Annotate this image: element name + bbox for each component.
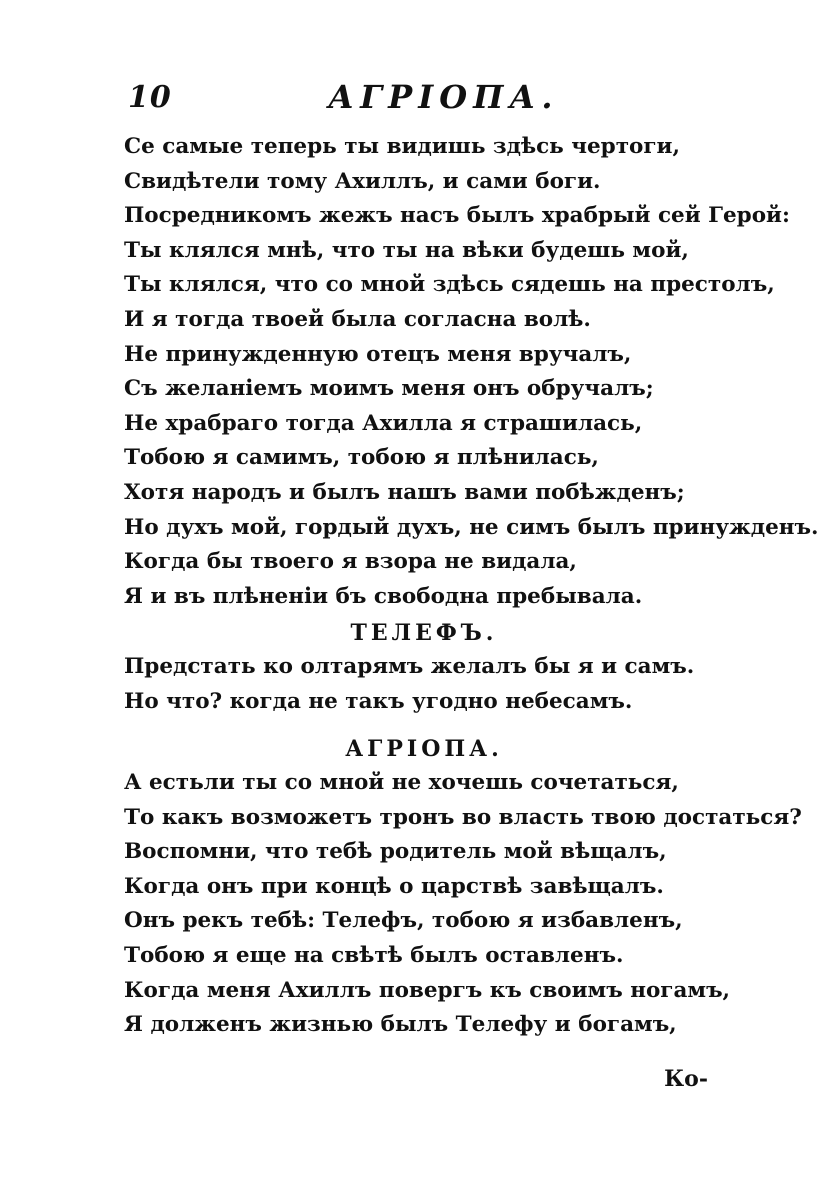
- verse-line: Хотя народъ и былъ нашъ вами побѣжденъ;: [124, 479, 685, 505]
- verse-line: Когда бы твоего я взора не видала,: [124, 549, 577, 575]
- page-number: 10: [128, 80, 172, 115]
- speaker-name: ТЕЛЕФЪ.: [350, 620, 498, 646]
- verse-line: Но что? когда не такъ угодно небесамъ.: [124, 688, 633, 714]
- verse-line: Предстать ко олтарямъ желалъ бы я и самъ.: [124, 654, 695, 679]
- page-header: [128, 76, 718, 116]
- running-title: АГРІОПА.: [328, 78, 559, 116]
- speaker-heading-telef: [124, 618, 724, 648]
- speaker-name: АГРІОПА.: [345, 736, 503, 762]
- verse-line: Я и въ плѣненіи бъ свободна пребывала.: [124, 583, 643, 609]
- verse-line: Я долженъ жизнью былъ Телефу и богамъ,: [124, 1012, 677, 1038]
- verse-line: Свидѣтели тому Ахиллъ, и сами боги.: [124, 168, 601, 194]
- verse-line: Се самые теперь ты видишь здѣсь чертоги,: [124, 134, 680, 159]
- verse-line: Не храбраго тогда Ахилла я страшилась,: [124, 410, 643, 436]
- verse-line: Когда меня Ахиллъ повергъ къ своимъ ногамъ,: [124, 977, 731, 1003]
- verse-line: Тобою я еще на свѣтѣ былъ оставленъ.: [124, 942, 624, 968]
- verse-stanza-1: [124, 130, 819, 614]
- verse-line: А естьли ты со мной не хочешь сочетаться,: [124, 770, 679, 795]
- verse-line: Когда онъ при концѣ о царствѣ завѣщалъ.: [124, 873, 664, 899]
- verse-line: Тобою я самимъ, тобою я плѣнилась,: [124, 445, 599, 471]
- verse-line: Ты клялся, что со мной здѣсь сядешь на престолъ,: [124, 272, 775, 298]
- verse-line: Но духъ мой, гордый духъ, не симъ былъ принужденъ.: [124, 514, 819, 540]
- verse-line: То какъ возможетъ тронъ во власть твою достаться?: [124, 804, 802, 830]
- verse-line: Посредникомъ жежъ насъ былъ храбрый сей Герой:: [124, 203, 790, 229]
- verse-line: Съ желаніемъ моимъ меня онъ обручалъ;: [124, 376, 654, 402]
- catchword: Ко-: [664, 1066, 708, 1092]
- speaker-heading-agriopa: [124, 734, 724, 764]
- verse-line: Воспомни, что тебѣ родитель мой вѣщалъ,: [124, 839, 667, 865]
- verse-stanza-2: [124, 650, 724, 719]
- verse-stanza-3: [124, 766, 802, 1043]
- verse-line: Не принужденную отецъ меня вручалъ,: [124, 341, 632, 367]
- verse-line: И я тогда твоей была согласна волѣ.: [124, 306, 591, 332]
- verse-line: Ты клялся мнѣ, что ты на вѣки будешь мой,: [124, 237, 689, 263]
- verse-line: Онъ рекъ тебѣ: Телефъ, тобою я избавленъ,: [124, 908, 683, 934]
